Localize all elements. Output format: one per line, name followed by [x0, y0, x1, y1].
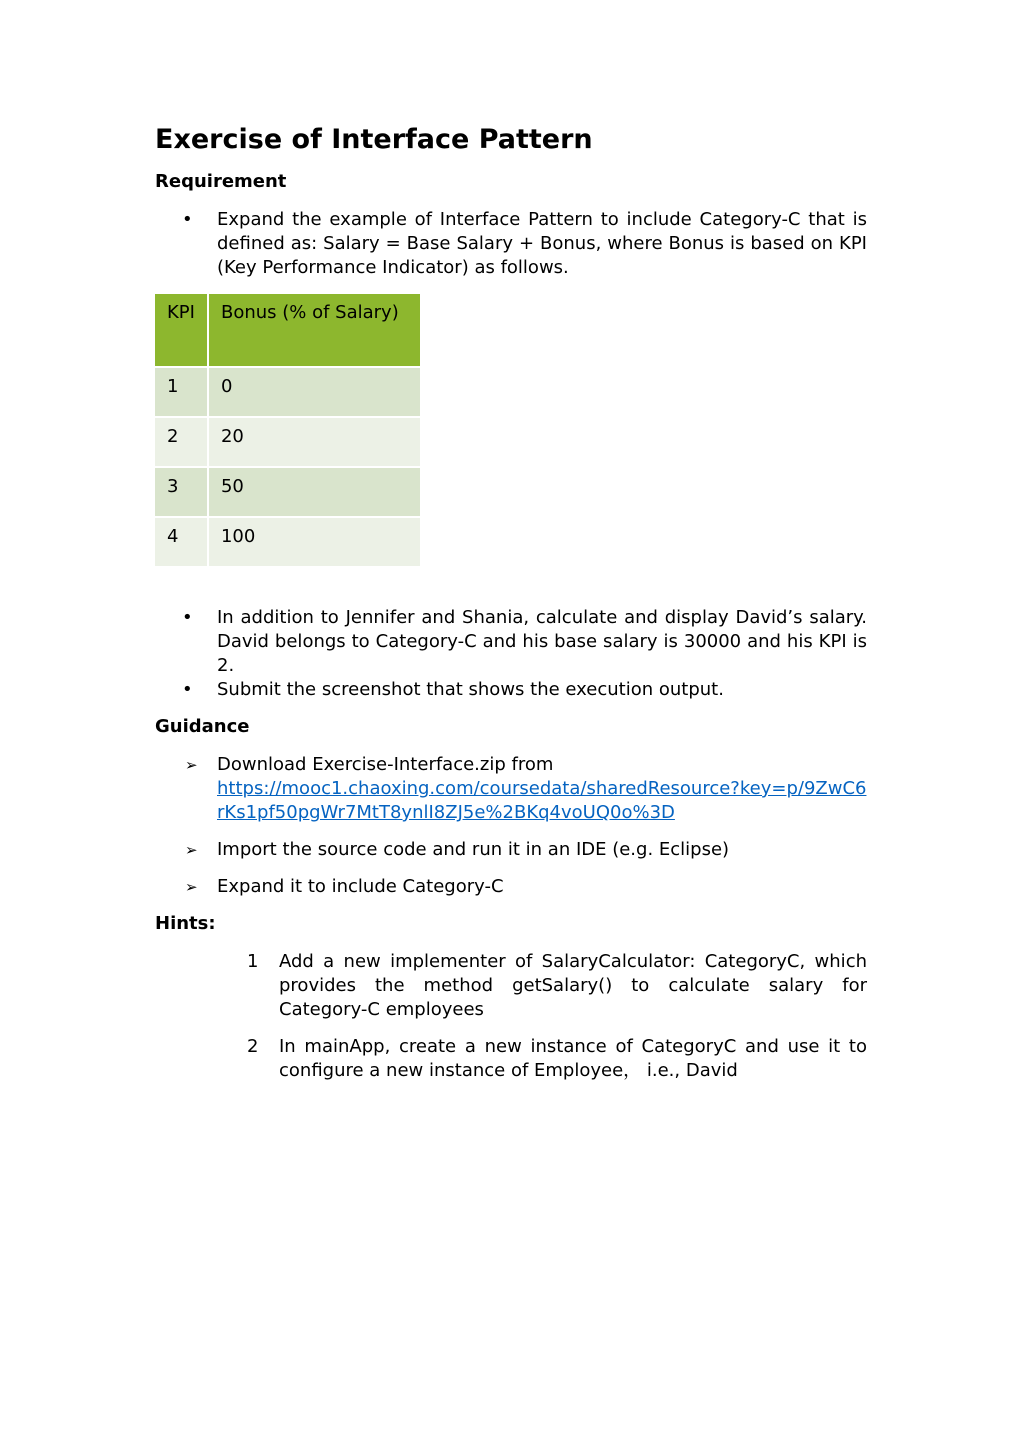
table-cell: 50: [208, 467, 421, 517]
list-item: • Expand the example of Interface Pattern to include Category-C that is defined as: Salary = Base Salary + Bonus, where Bonus is based on KPI (Key Performance Indicator) as follows.: [182, 209, 867, 278]
hints-heading: Hints:: [155, 913, 216, 934]
list-item: • Submit the screenshot that shows the execution output.: [182, 679, 724, 700]
column-header: Bonus (% of Salary): [208, 294, 421, 367]
table-cell: 3: [155, 467, 208, 517]
list-item: 1 Add a new implementer of SalaryCalculator: CategoryC, which provides the method getSalary() to calculate salary for Category-C employees: [247, 951, 867, 1020]
table-header-row: [155, 294, 421, 367]
table-cell: 100: [208, 517, 421, 567]
bullet-icon: •: [182, 607, 193, 628]
requirement-list-continued: [155, 606, 867, 702]
hints-list: [155, 950, 867, 1083]
requirement-heading: Requirement: [155, 171, 287, 192]
table-cell: 0: [208, 367, 421, 417]
table-cell: 2: [155, 417, 208, 467]
kpi-bonus-table: [155, 294, 422, 568]
guidance-list: [155, 753, 867, 899]
page-title: Exercise of Interface Pattern: [155, 124, 593, 155]
table-cell: 20: [208, 417, 421, 467]
arrow-bullet-icon: ➢: [185, 756, 198, 774]
list-number: 2: [247, 1036, 259, 1057]
document-page: [155, 118, 867, 1083]
table-row: [155, 467, 421, 517]
table-row: [155, 417, 421, 467]
list-item: ➢ Import the source code and run it in an IDE (e.g. Eclipse): [185, 839, 730, 860]
arrow-bullet-icon: ➢: [185, 841, 198, 859]
list-number: 1: [247, 951, 259, 972]
requirement-list: [155, 208, 867, 280]
list-item: ➢ Download Exercise-Interface.zip from https://mooc1.chaoxing.com/coursedata/sharedResource?key=p/9ZwC6rKs1pf50pgWr7MtT8ynlI8ZJ5e%2BKq4voUQ0o%3D: [185, 754, 867, 823]
bullet-icon: •: [182, 679, 193, 700]
bullet-icon: •: [182, 209, 193, 230]
download-link[interactable]: https://mooc1.chaoxing.com/coursedata/sharedResource?key=p/9ZwC6rKs1pf50pgWr7MtT8ynlI8ZJ5e%2BKq4voUQ0o%3D: [217, 778, 867, 823]
table-cell: 4: [155, 517, 208, 567]
arrow-bullet-icon: ➢: [185, 878, 198, 896]
list-item: ➢ Expand it to include Category-C: [185, 876, 504, 897]
table-row: [155, 367, 421, 417]
table-row: [155, 517, 421, 567]
list-item: 2 In mainApp, create a new instance of CategoryC and use it to configure a new instance of Employee， i.e., David: [247, 1036, 867, 1081]
list-item: • In addition to Jennifer and Shania, calculate and display David’s salary. David belongs to Category-C and his base salary is 30000 and his KPI is 2.: [182, 607, 867, 676]
column-header: KPI: [155, 294, 208, 367]
guidance-heading: Guidance: [155, 716, 250, 737]
table-cell: 1: [155, 367, 208, 417]
